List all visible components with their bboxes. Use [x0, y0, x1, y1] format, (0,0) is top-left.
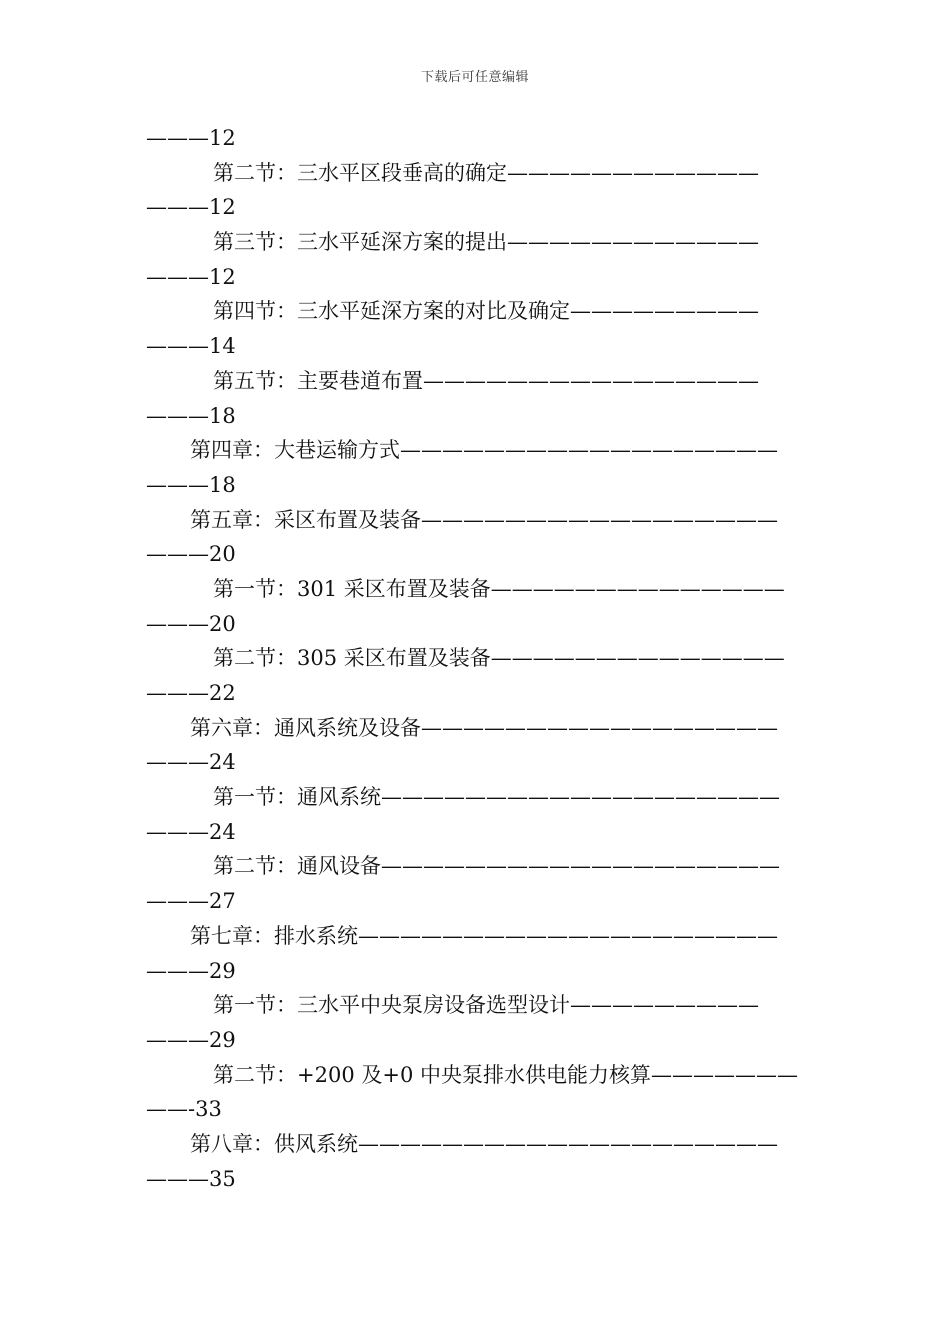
toc-section-entry: 第一节：301 采区布置及装备—————————————— [213, 576, 785, 601]
toc-section-entry: 第二节：+200 及+0 中央泵排水供电能力核算——————— [213, 1062, 798, 1087]
table-of-contents [146, 121, 806, 1196]
toc-section-entry: 第一节：三水平中央泵房设备选型设计————————— [213, 993, 759, 1018]
toc-section-entry: 第四节：三水平延深方案的对比及确定————————— [213, 299, 759, 324]
toc-section-entry: 第二节：三水平区段垂高的确定———————————— [213, 160, 759, 185]
toc-chapter-entry: 第六章：通风系统及设备————————————————— [190, 715, 778, 740]
toc-chapter-entry: 第五章：采区布置及装备————————————————— [190, 507, 778, 532]
toc-page-number-line: ———29 [146, 1027, 236, 1052]
toc-page-number-line: ———12 [146, 126, 236, 150]
toc-page-number-line: ———18 [146, 472, 236, 497]
toc-page-number-line: ——-33 [146, 1097, 222, 1122]
toc-page-number-line: ———24 [146, 819, 236, 844]
toc-section-entry: 第三节：三水平延深方案的提出———————————— [213, 230, 759, 255]
toc-chapter-entry: 第八章：供风系统———————————————————— [190, 1131, 778, 1156]
toc-page-number-line: ———27 [146, 889, 236, 914]
toc-section-entry: 第二节：通风设备——————————————————— [213, 854, 780, 879]
toc-page-number-line: ———12 [146, 195, 236, 220]
toc-section-entry: 第五节：主要巷道布置———————————————— [213, 368, 759, 393]
toc-page-number-line: ———22 [146, 681, 236, 705]
toc-section-entry: 第二节：305 采区布置及装备—————————————— [213, 646, 785, 671]
toc-page-number-line: ———24 [146, 750, 236, 775]
toc-page-number-line: ———29 [146, 958, 236, 983]
toc-chapter-entry: 第七章：排水系统———————————————————— [190, 923, 778, 948]
toc-section-entry: 第一节：通风系统——————————————————— [213, 785, 780, 810]
toc-page-number-line: ———20 [146, 611, 236, 636]
toc-page-number-line: ———14 [146, 334, 236, 359]
toc-page-number-line: ———20 [146, 542, 236, 567]
toc-page-number-line: ———12 [146, 264, 236, 289]
toc-page-number-line: ———18 [146, 403, 236, 428]
toc-page-number-line: ———35 [146, 1166, 236, 1191]
toc-chapter-entry: 第四章：大巷运输方式—————————————————— [190, 438, 778, 463]
page-header: 下载后可任意编辑 [420, 70, 529, 85]
